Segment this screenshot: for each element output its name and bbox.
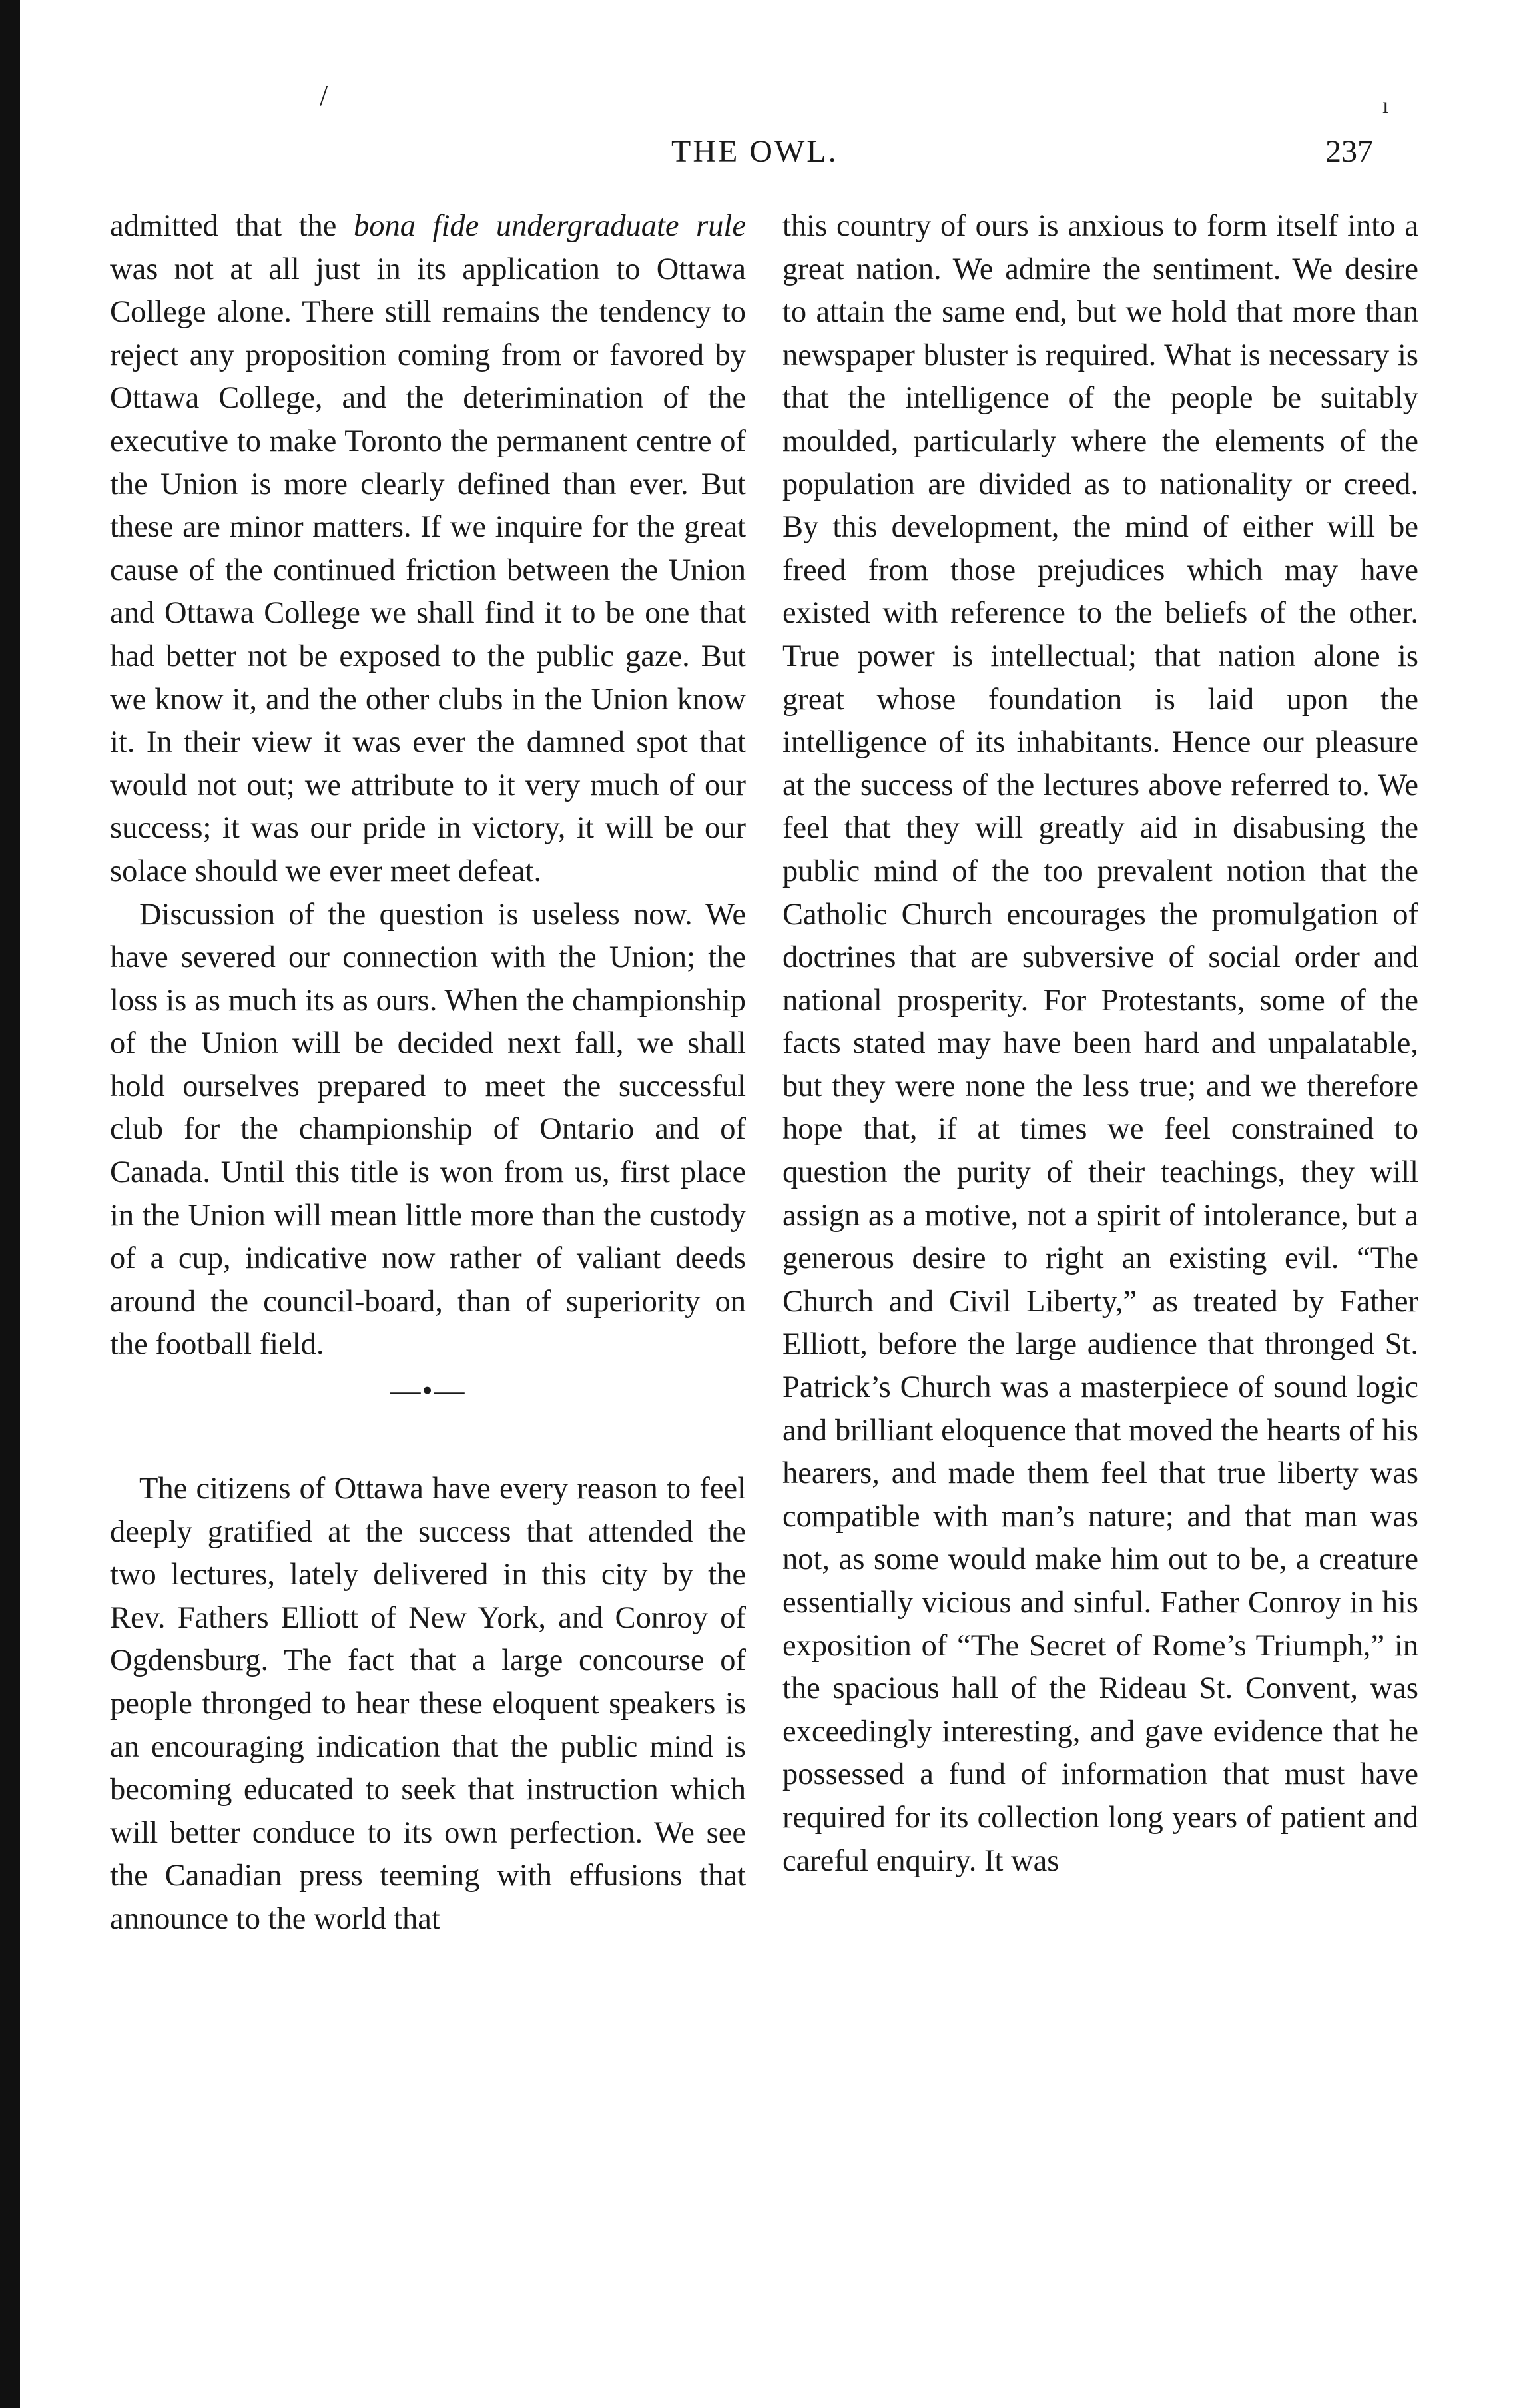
- right-paragraph-1: this country of ours is anxious to form itself into a great nation. We admire the sentiment. We desire to attain the same end, but we hold that more than newspaper bluster is required. What is necessary is that the intelligence of the people be suitably moulded, particularly where the elements of the population are divided as to nationality or creed. By this development, the mind of either will be freed from those prejudices which may have existed with reference to the beliefs of the other. True power is intellectual; that nation alone is great whose foundation is laid upon the intelligence of its inhabitants. Hence our pleasure at the success of the lectures above referred to. We feel that they will greatly aid in disabusing the public mind of the too prevalent notion that the Catholic Church encourages the promulgation of doctrines that are subversive of social order and national prosperity. For Protestants, some of the facts stated may have been hard and unpalatable, but they were none the less true; and we therefore hope that, if at times we feel constrained to question the purity of their teachings, they will assign as a motive, not a spirit of intolerance, but a generous desire to right an existing evil. “The Church and Civil Liberty,” as treated by Father Elliott, before the large audience that thronged St. Patrick’s Church was a masterpiece of sound logic and brilliant eloquence that moved the hearts of his hearers, and made them feel that true liberty was compatible with man’s nature; and that man was not, as some would make him out to be, a creature essentially vicious and sinful. Father Conroy in his exposition of “The Secret of Rome’s Triumph,” in the spacious hall of the Rideau St. Convent, was exceedingly interesting, and gave evidence that he possessed a fund of information that must have required for its collection long years of patient and careful enquiry. It was: [782, 209, 1418, 1878]
- left-paragraph-1-rest: was not at all just in its application to Ottawa College alone. There still remains the tendency to reject any proposition coming from or favored by Ottawa College, and the deterimination of the executive to make Toronto the permanent centre of the Union is more clearly defined than ever. But these are minor matters. If we inquire for the great cause of the continued friction between the Union and Ottawa College we shall find it to be one that had better not be exposed to the public gaze. But we know it, and the other clubs in the Union know it. In their view it was ever the damned spot that would not out; we attribute to it very much of our success; it was our pride in victory, it will be our solace should we ever meet defeat.: [110, 252, 746, 888]
- left-column: [110, 205, 746, 1941]
- right-column: [782, 205, 1418, 1883]
- page-header: [0, 133, 1519, 186]
- page-number: 237: [1325, 134, 1373, 169]
- section-separator: —•—: [390, 1373, 466, 1408]
- left-paragraph-1-start: admitted that the: [110, 209, 354, 243]
- left-paragraph-2: Discussion of the question is useless now. We have severed our connection with the Union; the loss is as much its as ours. When the championship of the Union will be decided next fall, we shall hold ourselves prepared to meet the successful club for the championship of Ontario and of Canada. Until this title is won from us, first place in the Union will mean little more than the custody of a cup, indicative now rather of valiant deeds around the council-board, than of superiority on the football field.: [110, 897, 746, 1362]
- corner-tick-mark: ı: [1382, 93, 1389, 118]
- left-paragraph-3: The citizens of Ottawa have every reason to feel deeply gratified at the success that attended the two lectures, lately delivered in this city by the Rev. Fathers Elliott of New York, and Conroy of Ogdensburg. The fact that a large concourse of people thronged to hear these eloquent speakers is an encouraging indication that the public mind is becoming educated to seek that instruction which will better conduce to its own perfection. We see the Canadian press teeming with effusions that announce to the world that: [110, 1472, 746, 1936]
- left-paragraph-1: [110, 205, 746, 894]
- stray-pen-mark: /: [320, 79, 328, 112]
- running-title: THE OWL.: [671, 134, 838, 169]
- page-binding-edge: [0, 0, 20, 2408]
- italic-phrase: bona fide undergraduate rule: [353, 209, 746, 243]
